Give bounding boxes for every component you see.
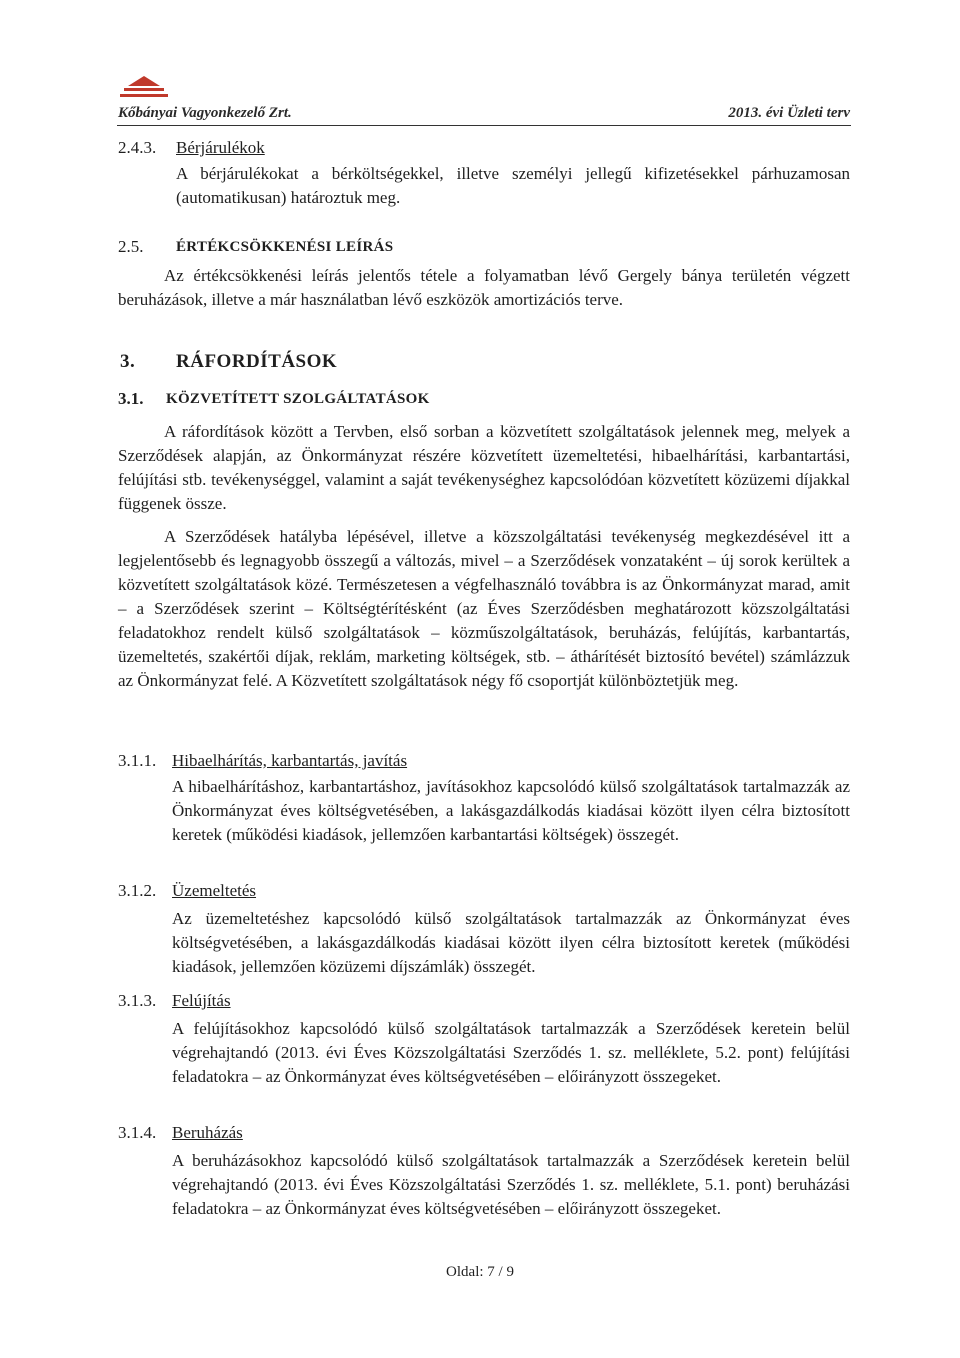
section-3-1-3-number: 3.1.3. <box>118 991 157 1010</box>
section-2-5-title: ÉRTÉKCSÖKKENÉSI LEÍRÁS <box>176 239 394 255</box>
section-2-4-3-title: Bérjárulékok <box>176 138 265 157</box>
section-3-number: 3. <box>120 351 136 372</box>
section-3-1-2-text: Az üzemeltetéshez kapcsolódó külső szolgáltatások tartalmazzák az Önkormányzat éves költségvetésében, a lakásgazdálkodás kiadásai között ilyen célra biztosított keretek (működési kiadások, jellemzően közüzemi díjszámlák) összegét. <box>172 909 850 976</box>
section-2-4-3-text: A bérjárulékokat a bérköltségekkel, illetve személyi jellegű kifizetésekkel párhuzamosan (automatikusan) határoztuk meg. <box>176 164 850 207</box>
section-3-1-3-text: A felújításokhoz kapcsolódó külső szolgáltatások tartalmazzák a Szerződések keretein belül végrehajtandó (2013. évi Éves Közszolgáltatási Szerződés 1. sz. melléklete, 5.2. pont) felújítási feladatokra – az Önkormányzat éves költségvetésében – előirányzott összegeket. <box>172 1019 850 1086</box>
section-3-1-number: 3.1. <box>118 389 144 408</box>
section-2-5-text: Az értékcsökkenési leírás jelentős tétele a folyamatban lévő Gergely bánya területén végzett beruházások, illetve a már használatban lévő eszközök amortizációs terve. <box>118 266 850 309</box>
page-number-footer: Oldal: 7 / 9 <box>446 1264 514 1280</box>
section-3-title: RÁFORDÍTÁSOK <box>176 351 338 372</box>
section-3-1-1-title: Hibaelhárítás, karbantartás, javítás <box>172 751 408 770</box>
section-2-5-number: 2.5. <box>118 237 144 256</box>
section-3-1-3-title: Felújítás <box>172 991 231 1010</box>
section-3-1-4-title: Beruházás <box>172 1123 243 1142</box>
header-divider <box>117 125 851 126</box>
section-3-1-paragraph-1: A ráfordítások között a Tervben, első sorban a közvetített szolgáltatások jelennek meg, melyek a Szerződések alapján, az Önkormányzat részére közvetített üzemeltetési, hibaelhárítási, karbantartási, felújítási stb. tevékenységgel, valamint a saját tevékenységhez kapcsolódóan közvetített közüzemi díjakkal függenek össze. <box>118 422 850 513</box>
section-3-1-4-number: 3.1.4. <box>118 1123 157 1142</box>
section-2-4-3-number: 2.4.3. <box>118 138 157 157</box>
section-3-1-4-text: A beruházásokhoz kapcsolódó külső szolgáltatások tartalmazzák a Szerződések keretein belül végrehajtandó (2013. évi Éves Közszolgáltatási Szerződés 1. sz. melléklete, 5.1. pont) beruházási feladatokra – az Önkormányzat éves költségvetésében – előirányzott összegeket. <box>172 1151 850 1218</box>
section-3-1-title: KÖZVETÍTETT SZOLGÁLTATÁSOK <box>166 391 430 407</box>
triangle-logo-icon <box>120 74 168 100</box>
section-3-1-1-number: 3.1.1. <box>118 751 157 770</box>
header-company: Kőbányai Vagyonkezelő Zrt. <box>118 105 292 121</box>
section-3-1-paragraph-2: A Szerződések hatályba lépésével, illetve a közszolgáltatási tevékenység megkezdésével itt a legjelentősebb és legnagyobb összegű a változás, mivel – a Szerződések vonzataként – új sorok kerültek a közvetített szolgáltatások közé. Természetesen a végfelhasználó továbbra is az Önkormányzat marad, amit – a Szerződések szerint – Költségtérítésként (az Éves Szerződésben meghatározott közszolgáltatási feladatokhoz rendelt külső szolgáltatások – közműszolgáltatások, beruházás, felújítás, karbantartás, üzemeltetés, szakértői díjak, reklám, marketing költségek, stb. – áthárítését biztosító bevétel) számlázzuk az Önkormányzat felé. A Közvetített szolgáltatások négy fő csoportját különböztetjük meg. <box>118 527 850 690</box>
section-3-1-1-text: A hibaelhárításhoz, karbantartáshoz, javításokhoz kapcsolódó külső szolgáltatások tartalmazzák az Önkormányzat éves költségvetésében, a lakásgazdálkodás kiadásai között ilyen célra biztosított keretek (működési kiadások, jellemzően karbantartási költségek) összegét. <box>172 777 850 844</box>
section-3-1-2-number: 3.1.2. <box>118 881 157 900</box>
section-3-1-2-title: Üzemeltetés <box>172 881 257 900</box>
header-doc-title: 2013. évi Üzleti terv <box>728 105 850 121</box>
